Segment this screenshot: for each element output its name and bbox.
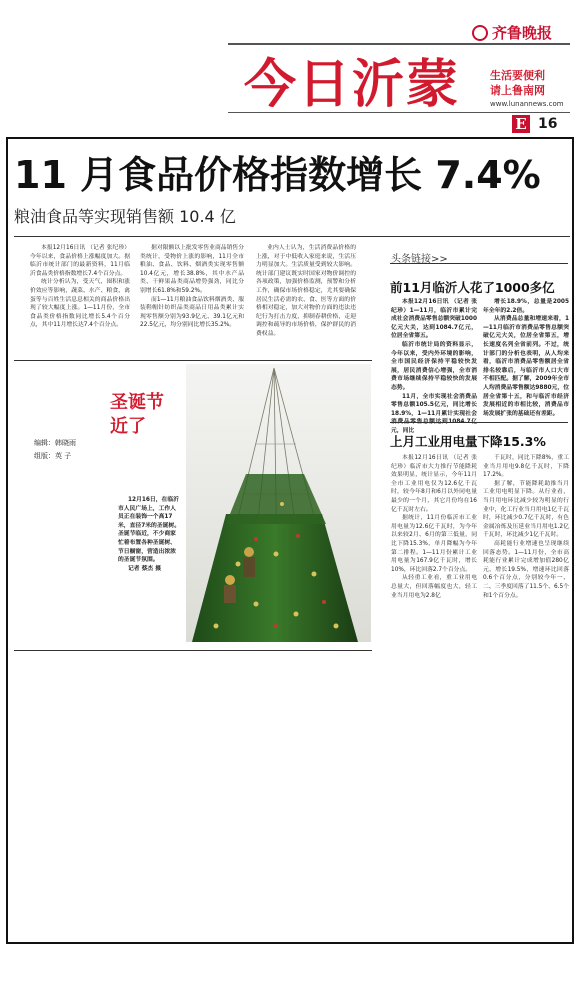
sidebar-story1-column-b — [483, 298, 569, 418]
paragraph: 千瓦时，同比下降8%，重工业当月用电9.8亿千瓦时，下降17.2%。 — [483, 455, 569, 479]
sidebar-story-divider — [390, 422, 568, 423]
paragraph: 本报12月16日讯 （记者 张纪珍）今年以来，食品价格上涨幅度加大。据临沂市统计部门的最新资料，11月临沂食品类价格指数增长7.4个百分点。 — [30, 245, 130, 277]
paragraph: 业内人士认为，生活消费品价格的上涨，对于中低收入家庭来说，生活压力明显加大。生活质量受到较大影响。统计部门建议既实时国家对物价调控的各项政策，加强价格监测，预警和分析工作，确保市场价格稳定，尤其要确保居民生活必需的农、食、医等方面的价格相对稳定，加大对物价方面的违法违纪行为打击力度，抑制春耕价格，走迎调控和疏导的市场价格，保护群民的消费权益。 — [256, 245, 356, 337]
slogan — [490, 68, 545, 98]
paragraph: 增长18.9%，总量是2005年全年的2.2倍。 — [483, 299, 569, 314]
sidebar-story1-title: 前11月临沂人花了1000多亿 — [390, 280, 555, 295]
masthead-top-rule — [228, 43, 570, 45]
paragraph: 高耗能行业增速也呈现继续回落态势。1—11月份，全市高耗能行业累计完成增加值280亿元，增长19.5%，增速环比回落0.6个百分点，分别较今年一、二、三季度回落了11.5个、6.5个和1个百分点。 — [483, 540, 569, 599]
newspaper-logo — [472, 22, 552, 43]
paragraph: 而1—11月粮油食品饮料烟酒类、服装鞋帽针纺织品类商品日用品类累计实现零售额分别为93.9亿元、39.1亿元和22.5亿元，均分别同比增长35.2%。 — [140, 296, 244, 329]
photo-divider — [14, 360, 372, 361]
page-number: 16 — [538, 116, 558, 132]
masthead-bottom-rule — [228, 112, 570, 113]
article-headline: 11 月食品价格指数增长 7.4% — [14, 153, 541, 197]
sidebar-rule — [390, 263, 568, 264]
section-banner: 今日沂蒙 — [244, 54, 461, 115]
sidebar-story1-column-a — [391, 298, 477, 436]
paragraph: 本报12月16日讯 （记者 张纪珍）1—11月，临沂市累计完成社会消费品零售总额突破1000亿元大关，达到1084.7亿元，位居全省第五。 — [391, 299, 477, 340]
logo-text: 齐鲁晚报 — [491, 24, 552, 42]
sidebar-section-label: 头条链接>> — [391, 254, 448, 265]
editor-credit: 编辑：韩晓雨 — [34, 439, 76, 447]
worker-figure — [243, 547, 255, 577]
sidebar-story2-column-b — [483, 454, 569, 600]
edition-badge: E — [512, 115, 530, 133]
paragraph: 据统计，11月份临沂市工业用电量为12.6亿千瓦时，为今年以来较2月、6月的第三低量，同比下降15.3%，单月降幅为今年第二排程。1—11月份累计工业用电量为167.9亿千瓦时，增长10%，环比回落2.7个百分点。 — [391, 515, 477, 573]
photographer-credit: 记者 蔡杰 摄 — [128, 565, 162, 572]
paragraph: 据对限额以上批发零售业商品销售分类统计，受物价上涨的影响，11月全市粮油、食品、饮料、烟酒类实现零售额10.4亿元，增长38.8%，其中水产品类、干鲜果品类商品增势强劲，同比分别增长61.8%和59.2%。 — [140, 245, 244, 294]
paragraph: 本报12月16日讯 （记者 张纪珍）临沂市大力推行节能降耗效果明显，统计显示，今年11月全市工业用电仅为12.6亿千瓦时，较今年8月和6月以外同电量最少的一个月，其它月份均在16亿千瓦时左右。 — [391, 455, 477, 513]
christmas-tree-photo — [186, 364, 371, 642]
photo-caption — [118, 496, 180, 573]
photo-title — [110, 391, 164, 439]
paragraph: 据了解，节能降耗助推当月工业用电明显下降。从行业看，当月用电环比减少较为明显的行业中，化工行业当月用电1亿千瓦时，环比减少0.7亿千瓦时，有色金属冶炼及压延业当月用电1.2亿千瓦时，环比减少1亿千瓦时。 — [483, 480, 569, 539]
sidebar-story2-title: 上月工业用电量下降15.3% — [390, 434, 546, 449]
photo-title-line-1: 圣诞节 — [110, 392, 164, 413]
article-column-2 — [140, 244, 244, 330]
article-column-3 — [256, 244, 356, 339]
worker-figure — [224, 575, 236, 603]
photo-title-line-2: 近了 — [110, 416, 146, 437]
site-url[interactable]: www.lunannews.com — [490, 100, 564, 108]
caption-text: 12月16日，在临沂市人民广场上，工作人员正在装饰一个高17米，直径7米的圣诞树。圣诞节临近，不少商家忙着布置各种圣诞树、节日橱窗，营造出浓浓的圣诞节氛围。 — [118, 497, 181, 564]
photo-bottom-divider — [14, 650, 372, 651]
headline-divider — [14, 236, 570, 237]
layout-credit: 组版：英 子 — [34, 452, 72, 460]
slogan-line-2: 请上鲁南网 — [490, 84, 545, 97]
paragraph: 从轻重工业看，重工业用电总量大，但回落幅度也大，轻工业当月用电为2.8亿 — [391, 575, 477, 599]
paragraph: 从消费品总量和增速来看，1—11月临沂市消费品零售总额突破亿元大关，位居全省第五，增长速度名列全省前列。不过，统计部门的分析也表明，从人均来看，临沂市消费品零售额居全省排名较靠后，与临沂市人口大市不相匹配。据了解，2009年全市人均消费品零售额达9880元，位居全省第十五，和与临沂市经济发展相近的市相比较，消费品市场发展扩张的基础还有差距。 — [483, 316, 569, 417]
paragraph: 临沂市统计局的资料显示，今年以来，受内外环境的影响，全市国民经济保持平稳较快发展，居民消费信心增强，全市消费市场继续保持平稳较快的发展态势。 — [391, 341, 477, 391]
slogan-line-1: 生活要便利 — [490, 69, 545, 82]
logo-emblem-icon — [472, 25, 488, 41]
article-column-1 — [30, 244, 130, 330]
article-subhead: 粮油食品等实现销售额 10.4 亿 — [14, 207, 236, 226]
paragraph: 统计分析认为，受天气、囤积和涨价效应等影响，蔬菜、水产、粮食、禽蛋等与百姓生活息息相关的商品价格出现了较大幅度上涨。1—11月份，全市食品类价格指数同比增长5.4个百分点，其中11月增长达7.4个百分点。 — [30, 279, 130, 329]
credits — [34, 437, 76, 463]
sidebar-story2-column-a — [391, 454, 477, 600]
paragraph: 11月，全市实现社会消费品零售总额105.5亿元，同比增长18.9%，1—11月累计实现社会消费品零售总额达到1084.7亿元，同比 — [391, 393, 477, 434]
